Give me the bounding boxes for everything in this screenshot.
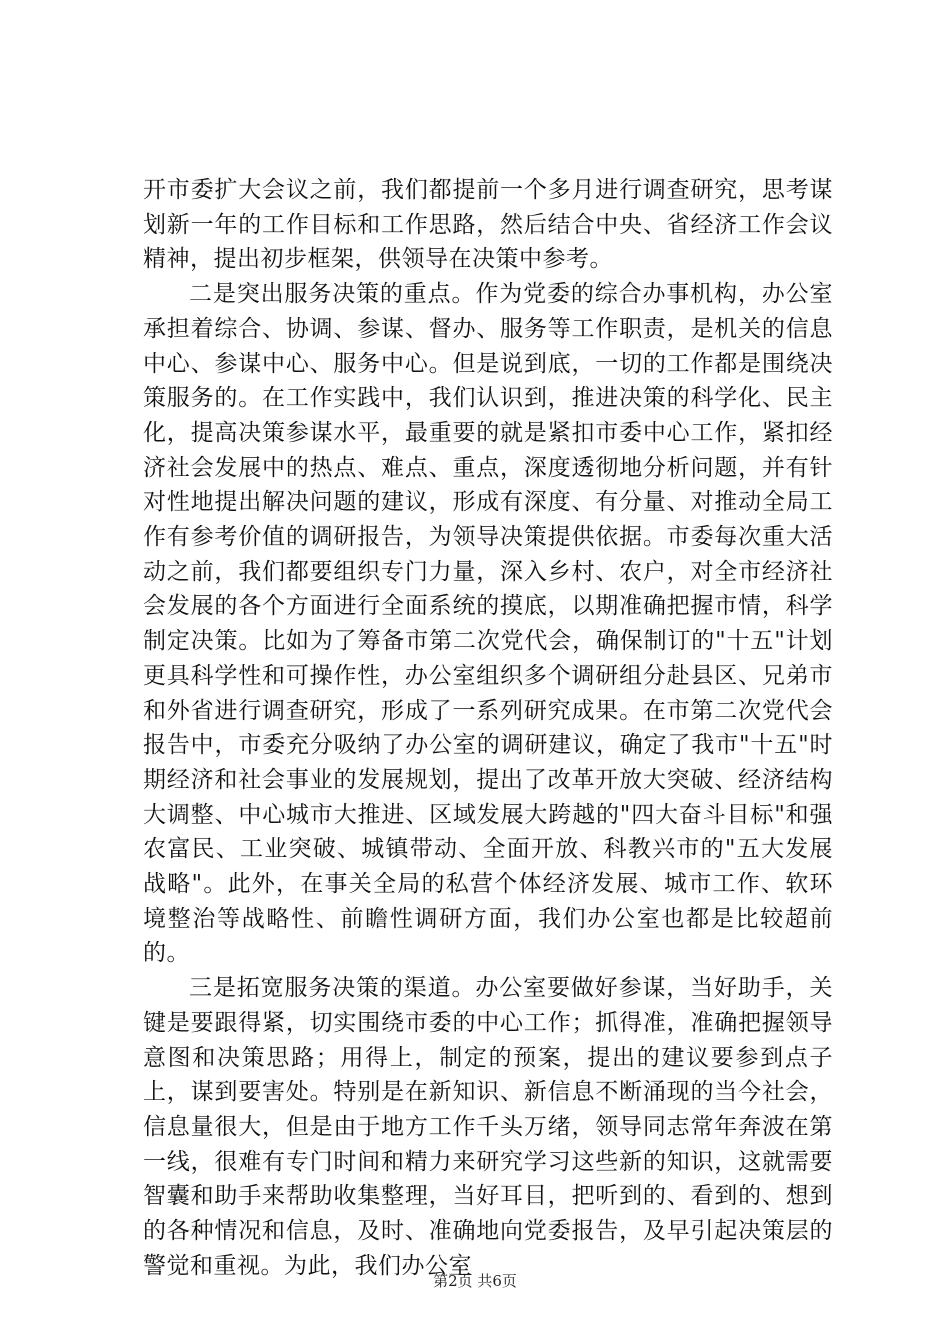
page-number-footer: 第2页 共6页 (433, 1272, 517, 1290)
paragraph-decision-focus: 二是突出服务决策的重点。作为党委的综合办事机构，办公室承担着综合、协调、参谋、督办、服务等工作职责，是机关的信息中心、参谋中心、服务中心。但是说到底，一切的工作都是围绕决策服务的。在工作实践中，我们认识到，推进决策的科学化、民主化，提高决策参谋水平，最重要的就是紧扣市委中心工作，紧扣经济社会发展中的热点、难点、重点，深度透彻地分析问题，并有针对性地提出解决问题的建议，形成有深度、有分量、对推动全局工作有参考价值的调研报告，为领导决策提供依据。市委每次重大活动之前，我们都要组织专门力量，深入乡村、农户，对全市经济社会发展的各个方面进行全面系统的摸底，以期准确把握市情，科学制定决策。比如为了筹备市第二次党代会，确保制订的"十五"计划更具科学性和可操作性，办公室组织多个调研组分赴县区、兄弟市和外省进行调查研究，形成了一系列研究成果。在市第二次党代会报告中，市委充分吸纳了办公室的调研建议，确定了我市"十五"时期经济和社会事业的发展规划，提出了改革开放大突破、经济结构大调整、中心城市大推进、区域发展大跨越的"四大奋斗目标"和强农富民、工业突破、城镇带动、全面开放、科教兴市的"五大发展战略"。此外，在事关全局的私营个体经济发展、城市工作、软环境整治等战略性、前瞻性调研方面，我们办公室也都是比较超前的。 (143, 281, 833, 967)
document-body (143, 173, 833, 1284)
paragraph-decision-channels: 三是拓宽服务决策的渠道。办公室要做好参谋，当好助手，关键是要跟得紧，切实围绕市委的中心工作；抓得准，准确把握领导意图和决策思路；用得上，制定的预案，提出的建议要参到点子上，谋到要害处。特别是在新知识、新信息不断涌现的当今社会，信息量很大，但是由于地方工作千头万绪，领导同志常年奔波在第一线，很难有专门时间和精力来研究学习这些新的知识，这就需要智囊和助手来帮助收集整理，当好耳目，把听到的、看到的、想到的各种情况和信息，及时、准确地向党委报告，及早引起决策层的警觉和重视。为此，我们办公室 (143, 975, 833, 1279)
paragraph-continued: 开市委扩大会议之前，我们都提前一个多月进行调查研究，思考谋划新一年的工作目标和工作思路，然后结合中央、省经济工作会议精神，提出初步框架，供领导在决策中参考。 (143, 177, 833, 273)
